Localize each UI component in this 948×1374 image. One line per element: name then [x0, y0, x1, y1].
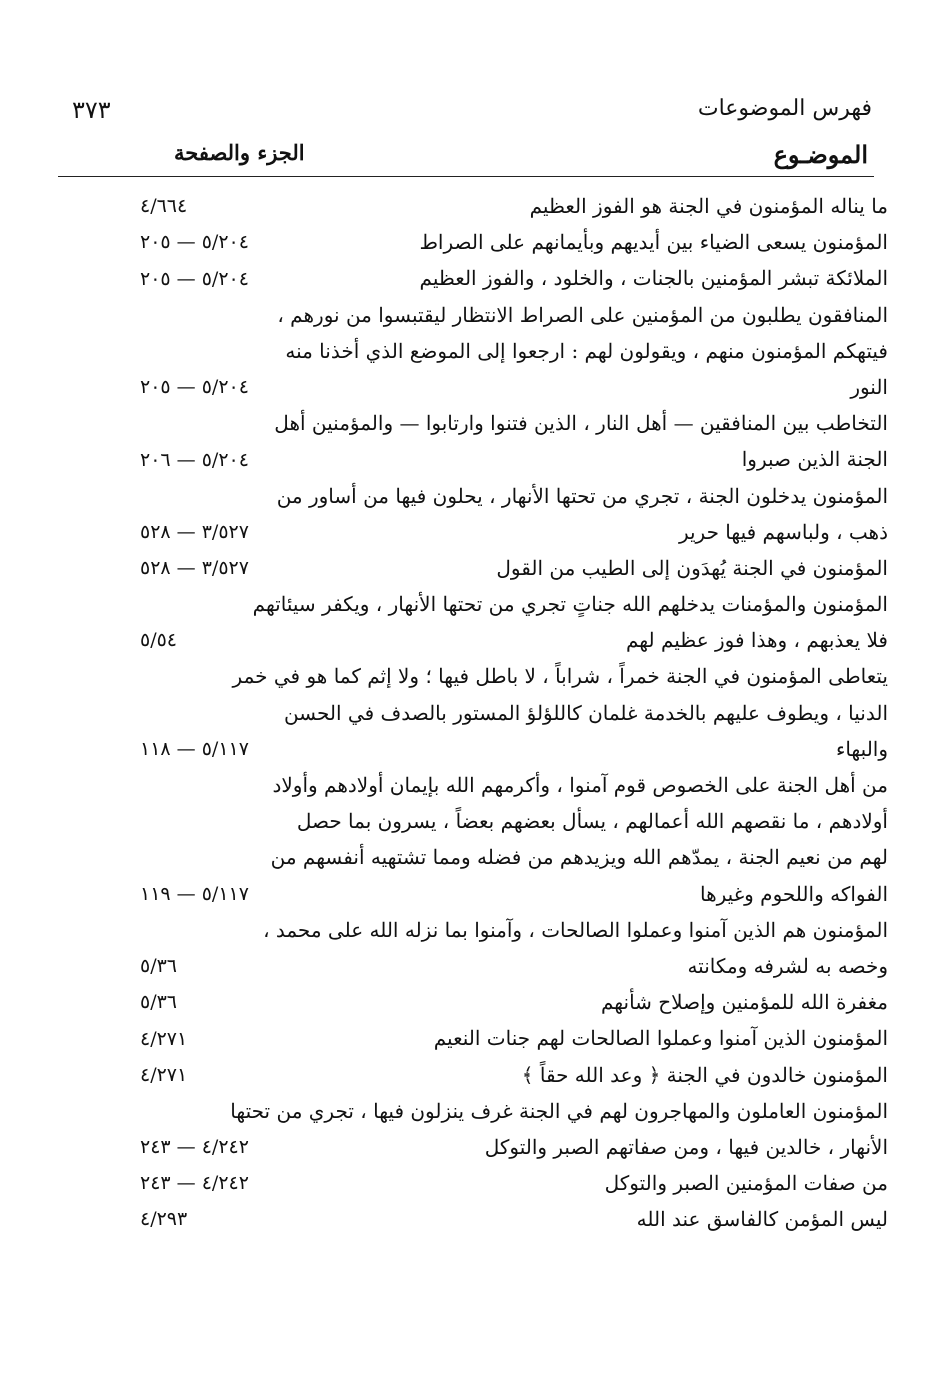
index-entry [0, 586, 948, 658]
entry-text-line: ما يناله المؤمنون في الجنة هو الفوز العظيم [529, 194, 888, 218]
entry-volume-page: ٥/٥٤ [140, 629, 178, 652]
index-entry [0, 550, 948, 586]
entry-volume-page: ٤/٢٩٣ [140, 1208, 188, 1231]
entry-volume-page: ٤/٢٧١ [140, 1027, 188, 1050]
index-entry [0, 478, 948, 550]
entry-text-line: الأنهار ، خالدين فيها ، ومن صفاتهم الصبر والتوكل [484, 1134, 888, 1159]
entry-volume-page: ٥/٢٠٤ — ٢٠٦ [140, 448, 249, 471]
section-title: فهرس الموضوعات [697, 96, 872, 121]
entry-text-line: المؤمنون الذين آمنوا وعملوا الصالحات لهم جنات النعيم [433, 1026, 888, 1051]
entry-text-line: الملائكة تبشر المؤمنين بالجنات ، والخلود ، والفوز العظيم [419, 266, 888, 291]
page-number: ٣٧٣ [72, 96, 111, 124]
entry-volume-page: ٤/٢٧١ [140, 1063, 188, 1086]
index-entry [0, 1020, 948, 1056]
entry-text-line: المؤمنون في الجنة يُهدَون إلى الطيب من القول [496, 555, 888, 580]
index-entry [0, 912, 948, 984]
entry-text-line: المؤمنون يسعى الضياء بين أيديهم وبأيمانهم على الصراط [419, 230, 888, 255]
index-entries [0, 188, 948, 1237]
index-entry [0, 297, 948, 406]
entry-text-line: المؤمنون خالدون في الجنة ﴿ وعد الله حقاً ﴾ [521, 1062, 888, 1087]
entry-text-line: يتعاطى المؤمنون في الجنة خمراً ، شراباً ، لا باطل فيها ؛ ولا إثم كما هو في خمر [232, 664, 888, 689]
entry-volume-page: ٤/٦٦٤ [140, 195, 188, 218]
index-entry [0, 260, 948, 296]
topic-column-header: الموضـوع [773, 140, 868, 169]
entry-text-line: النور [850, 374, 888, 399]
entry-volume-page: ٥/٣٦ [140, 991, 178, 1014]
entry-text-line: والبهاء [835, 736, 888, 761]
entry-text-line: المؤمنون العاملون والمهاجرون لهم في الجنة غرف ينزلون فيها ، تجري من تحتها [230, 1098, 888, 1123]
entry-text-line: الفواكه واللحوم وغيرها [700, 881, 888, 906]
entry-text-line: من أهل الجنة على الخصوص قوم آمنوا ، وأكرمهم الله بإيمان أولادهم وأولاد [272, 773, 888, 797]
entry-text-line: الجنة الذين صبروا [741, 447, 888, 472]
entry-volume-page: ٣/٥٢٧ — ٥٢٨ [140, 557, 249, 580]
entry-volume-page: ٣/٥٢٧ — ٥٢٨ [140, 520, 249, 543]
entry-text-line: فلا يعذبهم ، وهذا فوز عظيم لهم [625, 628, 888, 653]
entry-text-line: المنافقون يطلبون من المؤمنين على الصراط الانتظار ليقتبسوا من نورهم ، [277, 302, 888, 327]
entry-text-line: الدنيا ، ويطوف عليهم بالخدمة غلمان كاللؤلؤ المستور بالصدف في الحسن [283, 700, 888, 725]
index-entry [0, 767, 948, 912]
entry-volume-page: ٤/٢٤٢ — ٢٤٣ [140, 1172, 249, 1195]
index-entry [0, 188, 948, 224]
entry-text-line: المؤمنون هم الذين آمنوا وعملوا الصالحات ، وآمنوا بما نزله الله على محمد ، [263, 917, 888, 942]
index-entry [0, 658, 948, 767]
entry-volume-page: ٥/٣٦ [140, 955, 178, 978]
entry-text-line: ليس المؤمن كالفاسق عند الله [636, 1207, 888, 1232]
entry-text-line: فيتهكم المؤمنون منهم ، ويقولون لهم : ارجعوا إلى الموضع الذي أخذنا منه [285, 338, 888, 363]
index-entry [0, 1165, 948, 1201]
running-header [58, 92, 872, 132]
entry-text-line: أولادهم ، ما نقصهم الله أعمالهم ، يسأل بعضهم بعضاً ، يسرون بما حصل [296, 809, 888, 834]
index-entry [0, 1057, 948, 1093]
entry-volume-page: ٥/٢٠٤ — ٢٠٥ [140, 267, 249, 290]
column-headers [58, 140, 874, 177]
index-entry [0, 405, 948, 477]
entry-text-line: التخاطب بين المنافقين — أهل النار ، الذين فتنوا وارتابوا — والمؤمنين أهل [274, 411, 888, 436]
index-entry [0, 224, 948, 260]
entry-text-line: من صفات المؤمنين الصبر والتوكل [604, 1171, 888, 1196]
entry-text-line: وخصه به لشرفه ومكانته [687, 953, 888, 978]
entry-volume-page: ٤/٢٤٢ — ٢٤٣ [140, 1136, 249, 1159]
entry-text-line: ذهب ، ولباسهم فيها حرير [678, 519, 888, 544]
entry-volume-page: ٥/٢٠٤ — ٢٠٥ [140, 231, 249, 254]
entry-volume-page: ٥/١١٧ — ١١٨ [140, 738, 249, 760]
entry-text-line: المؤمنون يدخلون الجنة ، تجري من تحتها الأنهار ، يحلون فيها من أساور من [276, 483, 888, 508]
entry-volume-page: ٥/٢٠٤ — ٢٠٥ [140, 376, 249, 399]
entry-text-line: المؤمنون والمؤمنات يدخلهم الله جناتٍ تجري من تحتها الأنهار ، ويكفر سيئاتهم [252, 592, 888, 617]
index-entry [0, 984, 948, 1020]
index-entry [0, 1093, 948, 1165]
volume-page-column-header: الجزء والصفحة [174, 140, 305, 165]
entry-text-line: مغفرة الله للمؤمنين وإصلاح شأنهم [600, 990, 888, 1015]
entry-text-line: لهم من نعيم الجنة ، يمدّهم الله ويزيدهم من فضله ومما تشتهيه أنفسهم من [270, 845, 888, 870]
index-entry [0, 1201, 948, 1237]
entry-volume-page: ٥/١١٧ — ١١٩ [140, 882, 249, 905]
